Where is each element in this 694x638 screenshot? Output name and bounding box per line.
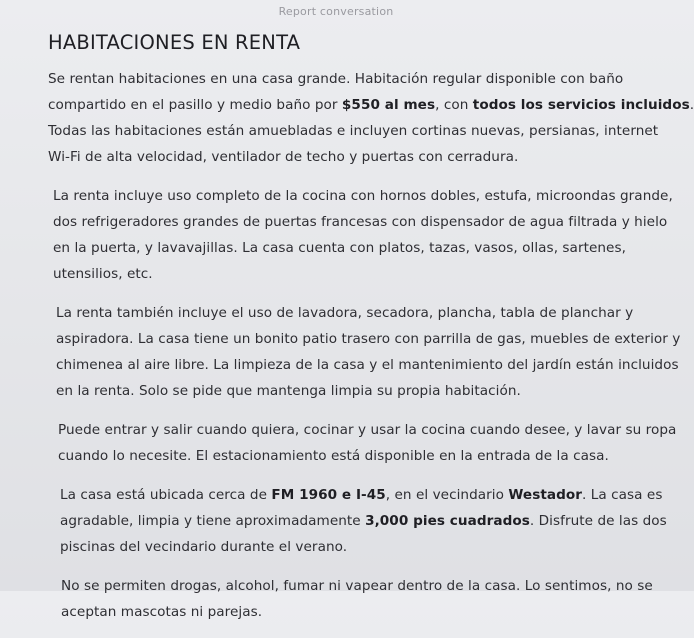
line xyxy=(53,209,668,235)
bold-text: FM 1960 e I-45 xyxy=(271,487,386,503)
line xyxy=(56,300,660,326)
text-run: Puede entrar y salir cuando quiera, cocinar y usar la cocina cuando desee, y lavar su ropa xyxy=(58,422,677,438)
paragraph xyxy=(60,482,667,560)
line xyxy=(48,118,660,144)
report-conversation-label: Report conversation xyxy=(278,5,394,18)
text-run: agradable, limpia y tiene aproximadamente xyxy=(60,513,366,529)
bold-text: Westador xyxy=(508,487,583,503)
text-run: No se permiten drogas, alcohol, fumar ni vapear dentro de la casa. Lo sentimos, no se xyxy=(61,578,653,594)
text-run: . xyxy=(689,97,694,113)
text-run: piscinas del vecindario durante el verano. xyxy=(60,539,348,555)
text-run: Se rentan habitaciones en una casa grande. Habitación regular disponible con baño xyxy=(48,71,624,87)
line xyxy=(61,599,660,625)
line xyxy=(60,482,663,508)
text-run: . Disfrute de las dos xyxy=(529,513,667,529)
text-run: , en el vecindario xyxy=(385,487,509,503)
text-run: Wi-Fi de alta velocidad, ventilador de techo y puertas con cerradura. xyxy=(48,149,519,165)
text-run: , con xyxy=(435,97,473,113)
text-run: La renta también incluye el uso de lavadora, secadora, plancha, tabla de planchar y xyxy=(56,305,634,321)
page-title: HABITACIONES EN RENTA xyxy=(48,31,301,54)
line xyxy=(60,508,667,534)
line xyxy=(56,378,660,404)
report-conversation-link[interactable] xyxy=(0,0,672,18)
text-run: compartido en el pasillo y medio baño por xyxy=(48,97,342,113)
text-run: . La casa es xyxy=(582,487,663,503)
line xyxy=(48,92,694,118)
line xyxy=(48,66,660,92)
text-run: en la puerta, y lavavajillas. La casa cuenta con platos, tazas, vasos, ollas, sartenes, xyxy=(53,240,626,256)
bold-text: todos los servicios incluidos xyxy=(472,97,690,113)
bold-text: 3,000 pies cuadrados xyxy=(365,513,530,529)
line xyxy=(48,144,660,170)
line xyxy=(53,183,673,209)
line xyxy=(53,235,660,261)
text-run: aceptan mascotas ni parejas. xyxy=(61,604,263,620)
bold-text: $550 al mes xyxy=(341,97,436,113)
line xyxy=(58,417,677,443)
paragraph xyxy=(61,573,660,625)
line xyxy=(56,352,679,378)
text-run: La renta incluye uso completo de la cocina con hornos dobles, estufa, microondas grande, xyxy=(53,188,673,204)
paragraph xyxy=(56,300,681,404)
text-run: Todas las habitaciones están amuebladas e incluyen cortinas nuevas, persianas, internet xyxy=(48,123,659,139)
line xyxy=(61,573,660,599)
line xyxy=(56,326,681,352)
document xyxy=(48,31,694,638)
text-run: aspiradora. La casa tiene un bonito patio trasero con parrilla de gas, muebles de exterior y xyxy=(56,331,681,347)
text-run: La casa está ubicada cerca de xyxy=(60,487,272,503)
text-run: chimenea al aire libre. La limpieza de la casa y el mantenimiento del jardín están incluidos xyxy=(56,357,679,373)
paragraph xyxy=(53,183,673,287)
line xyxy=(60,534,660,560)
paragraph xyxy=(58,417,677,469)
text-run: utensilios, etc. xyxy=(53,266,153,282)
text-run: dos refrigeradores grandes de puertas francesas con dispensador de agua filtrada y hielo xyxy=(53,214,668,230)
text-run: cuando lo necesite. El estacionamiento está disponible en la entrada de la casa. xyxy=(58,448,609,464)
text-run: en la renta. Solo se pide que mantenga limpia su propia habitación. xyxy=(56,383,521,399)
line xyxy=(53,261,660,287)
line xyxy=(58,443,660,469)
paragraph xyxy=(48,66,694,170)
